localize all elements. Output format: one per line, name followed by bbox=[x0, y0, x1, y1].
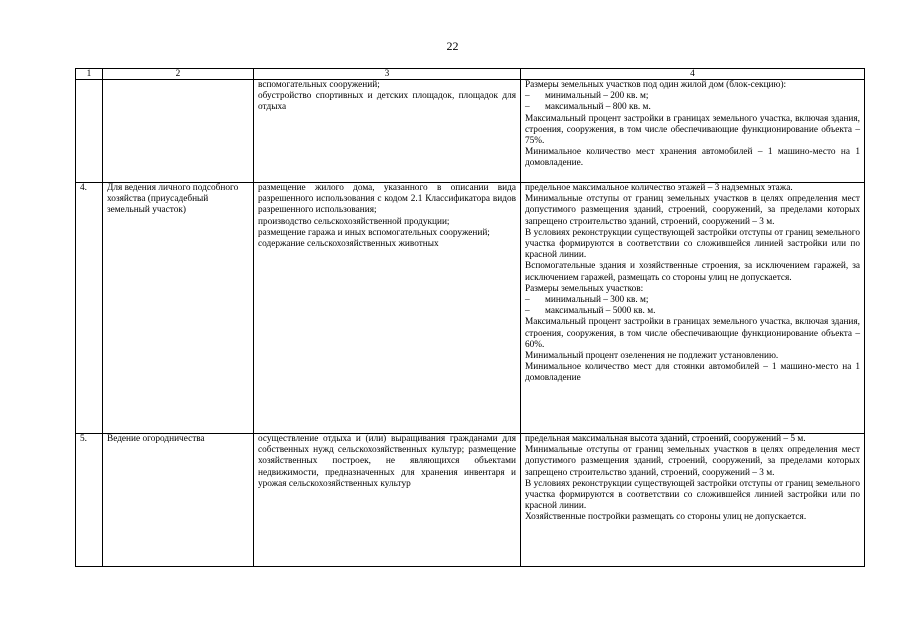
page-number: 22 bbox=[446, 39, 459, 53]
header-cell-3: 3 bbox=[254, 69, 521, 80]
description-line: размещение жилого дома, указанного в описании вида разрешенного использования с кодом 2.1 Классификатора видов разрешенного использования; bbox=[258, 183, 516, 216]
description-line: размещение гаража и иных вспомогательных сооружений; bbox=[258, 227, 490, 238]
parameters-cell bbox=[521, 80, 865, 183]
bullet-item bbox=[525, 91, 860, 102]
row-number-cell bbox=[76, 80, 103, 183]
use-description-cell bbox=[254, 183, 521, 434]
dash-bullet-icon: – bbox=[525, 295, 530, 306]
parameter-line: предельная максимальная высота зданий, строений, сооружений – 5 м. bbox=[525, 434, 806, 444]
use-description-cell bbox=[254, 80, 521, 183]
parameter-line: В условиях реконструкции существующей застройки отступы от границ земельного участка формируются в соответствии со сложившейся линией застройки или по красной линии. bbox=[525, 478, 860, 512]
table-header-row bbox=[76, 69, 865, 80]
bullet-text: максимальный – 800 кв. м. bbox=[545, 102, 651, 113]
parameter-line: Минимальный процент озеленения не подлежит установлению. bbox=[525, 351, 779, 362]
table-row bbox=[76, 434, 865, 567]
use-name-cell: Для ведения личного подсобного хозяйства (приусадебный земельный участок) bbox=[103, 183, 254, 434]
parameter-line: Минимальное количество мест хранения автомобилей – 1 машино-место на 1 домовладение. bbox=[525, 147, 860, 169]
bullet-text: минимальный – 200 кв. м; bbox=[545, 91, 649, 102]
dash-bullet-icon: – bbox=[525, 91, 530, 102]
bullet-item bbox=[525, 306, 860, 317]
use-name-cell bbox=[103, 80, 254, 183]
bullet-item bbox=[525, 102, 860, 113]
description-line: производство сельскохозяйственной продукции; bbox=[258, 216, 450, 227]
description-line: обустройство спортивных и детских площадок, площадок для отдыха bbox=[258, 91, 516, 113]
use-name-cell: Ведение огородничества bbox=[103, 434, 254, 567]
parameter-line: Вспомогательные здания и хозяйственные строения, за исключением гаражей, за исключением гаражей, размещать со стороны улиц не допускается. bbox=[525, 261, 860, 283]
parameter-line: Минимальные отступы от границ земельных участков в целях определения мест допустимого размещения зданий, строений, сооружений, за пределами которых запрещено строительство зданий, строений, сооружений – 3 м. bbox=[525, 445, 860, 478]
row-number-cell: 4. bbox=[76, 183, 103, 434]
description-line: осуществление отдыха и (или) выращивания гражданами для собственных нужд сельскохозяйственных культур; размещение хозяйственных построек, не являющихся объектами недвижимости, предназначенных для хранения инвентаря и урожая сельскохозяйственных культур bbox=[258, 434, 516, 489]
dash-bullet-icon: – bbox=[525, 102, 530, 113]
parameter-line: Размеры земельных участков: bbox=[525, 283, 644, 294]
parameter-line: Хозяйственные постройки размещать со стороны улиц не допускается. bbox=[525, 512, 807, 523]
use-description-cell bbox=[254, 434, 521, 567]
parameters-cell bbox=[521, 434, 865, 567]
bullet-text: максимальный – 5000 кв. м. bbox=[545, 306, 656, 317]
header-cell-4: 4 bbox=[521, 69, 865, 80]
table-row bbox=[76, 183, 865, 434]
parameter-line: В условиях реконструкции существующей застройки отступы от границ земельного участка формируются в соответствии со сложившейся линией застройки или по красной линии. bbox=[525, 227, 860, 261]
parameter-line: Минимальные отступы от границ земельных участков в целях определения мест допустимого размещения зданий, строений, сооружений, за пределами которых запрещено строительство зданий, строений, сооружений – 3 м. bbox=[525, 194, 860, 227]
description-line: вспомогательных сооружений; bbox=[258, 80, 380, 90]
parameter-line: Минимальное количество мест для стоянки автомобилей – 1 машино-место на 1 домовладение bbox=[525, 362, 860, 384]
table-row bbox=[76, 80, 865, 183]
header-cell-1: 1 bbox=[76, 69, 103, 80]
regulations-table bbox=[75, 68, 865, 567]
parameter-line: Максимальный процент застройки в границах земельного участка, включая здания, строения, сооружения, в том числе обеспечивающие функционирование объекта – 60%. bbox=[525, 317, 860, 350]
dash-bullet-icon: – bbox=[525, 306, 530, 317]
parameters-cell bbox=[521, 183, 865, 434]
description-line: содержание сельскохозяйственных животных bbox=[258, 239, 439, 250]
bullet-item bbox=[525, 295, 860, 306]
row-number-cell: 5. bbox=[76, 434, 103, 567]
parameter-line: Размеры земельных участков под один жилой дом (блок-секцию): bbox=[525, 80, 787, 90]
parameter-line: Максимальный процент застройки в границах земельного участка, включая здания, строения, сооружения, в том числе обеспечивающие функционирование объекта – 75%. bbox=[525, 113, 860, 147]
bullet-text: минимальный – 300 кв. м; bbox=[545, 295, 649, 306]
parameter-line: предельное максимальное количество этажей – 3 надземных этажа. bbox=[525, 183, 793, 193]
header-cell-2: 2 bbox=[103, 69, 254, 80]
